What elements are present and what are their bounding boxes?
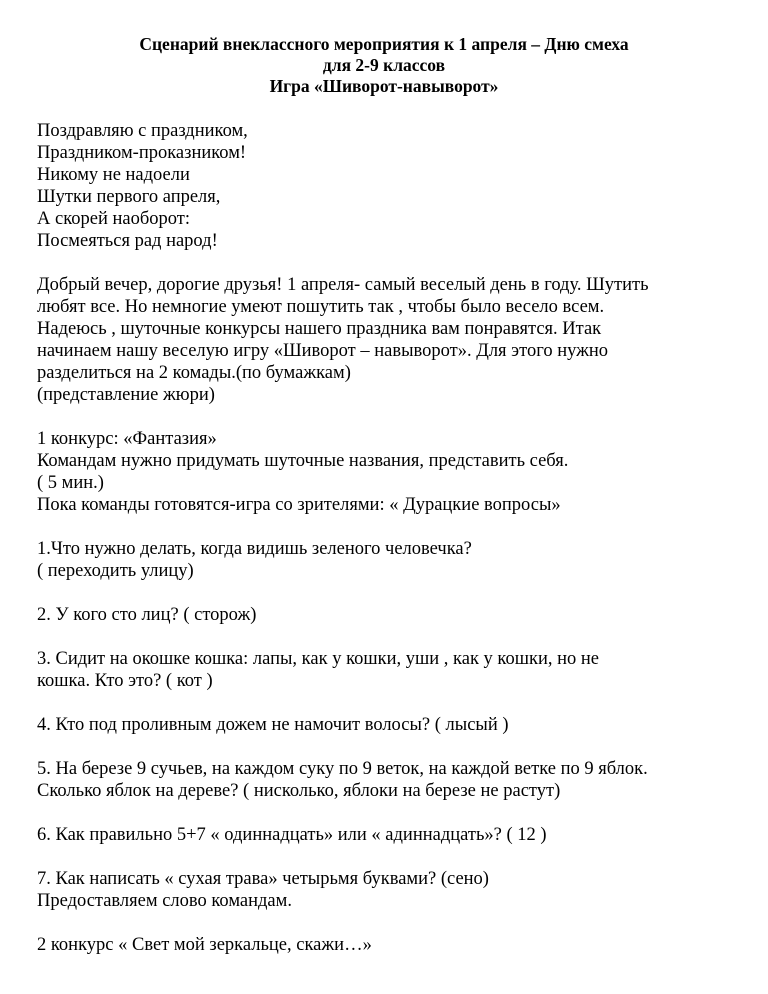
- question-line: Сколько яблок на дереве? ( нисколько, яблоки на березе не растут): [37, 781, 561, 801]
- question-line: 3. Сидит на окошке кошка: лапы, как у кошки, уши , как у кошки, но не: [37, 649, 600, 669]
- blank-line: [37, 736, 737, 758]
- title-line-2: для 2-9 классов: [322, 55, 446, 75]
- contest-2-section: [37, 934, 737, 956]
- question-line: 5. На березе 9 сучьев, на каждом суку по 9 веток, на каждой ветке по 9 яблок.: [37, 759, 648, 779]
- question-line: Предоставляем слово командам.: [37, 891, 292, 911]
- intro-line: Добрый вечер, дорогие друзья! 1 апреля- самый веселый день в году. Шутить: [37, 275, 649, 295]
- intro-paragraph: [37, 274, 737, 406]
- blank-line: [37, 626, 737, 648]
- blank-line: [37, 692, 737, 714]
- poem-line: Праздником-проказником!: [37, 143, 247, 163]
- contest-1-section: [37, 428, 737, 516]
- title-line-3: Игра «Шиворот-навыворот»: [269, 76, 499, 96]
- question-5: [37, 758, 737, 802]
- blank-line: [37, 802, 737, 824]
- question-6: [37, 824, 737, 846]
- document-body: [37, 120, 737, 956]
- question-line: 1.Что нужно делать, когда видишь зеленого человечка?: [37, 539, 472, 559]
- blank-line: [37, 252, 737, 274]
- answer-line: ( переходить улицу): [37, 561, 194, 581]
- contest-1-line: ( 5 мин.): [37, 473, 104, 493]
- poem-line: А скорей наоборот:: [37, 209, 190, 229]
- poem-line: Никому не надоели: [37, 165, 190, 185]
- question-line: кошка. Кто это? ( кот ): [37, 671, 213, 691]
- contest-1-heading: 1 конкурс: «Фантазия»: [37, 429, 217, 449]
- question-1: [37, 538, 737, 582]
- blank-line: [37, 846, 737, 868]
- question-line: 7. Как написать « сухая трава» четырьмя буквами? (сено): [37, 869, 489, 889]
- blank-line: [37, 406, 737, 428]
- question-4: [37, 714, 737, 736]
- blank-line: [37, 912, 737, 934]
- contest-1-line: Пока команды готовятся-игра со зрителями: « Дурацкие вопросы»: [37, 495, 561, 515]
- blank-line: [37, 516, 737, 538]
- intro-line: (представление жюри): [37, 385, 215, 405]
- title-line-1: Сценарий внеклассного мероприятия к 1 апреля – Дню смеха: [139, 34, 629, 54]
- intro-line: любят все. Но немногие умеют пошутить так , чтобы было весело всем.: [37, 297, 605, 317]
- question-line: 4. Кто под проливным дожем не намочит волосы? ( лысый ): [37, 715, 509, 735]
- question-7: [37, 868, 737, 912]
- poem-line: Поздравляю с праздником,: [37, 121, 248, 141]
- intro-line: Надеюсь , шуточные конкурсы нашего праздника вам понравятся. Итак: [37, 319, 602, 339]
- question-3: [37, 648, 737, 692]
- poem-line: Посмеяться рад народ!: [37, 231, 218, 251]
- blank-line: [37, 582, 737, 604]
- document-title: [0, 34, 768, 97]
- intro-line: разделиться на 2 комады.(по бумажкам): [37, 363, 351, 383]
- contest-1-line: Командам нужно придумать шуточные названия, представить себя.: [37, 451, 569, 471]
- poem-line: Шутки первого апреля,: [37, 187, 221, 207]
- question-line: 2. У кого сто лиц? ( сторож): [37, 605, 257, 625]
- intro-line: начинаем нашу веселую игру «Шиворот – навыворот». Для этого нужно: [37, 341, 609, 361]
- poem-stanza: [37, 120, 737, 252]
- question-2: [37, 604, 737, 626]
- question-line: 6. Как правильно 5+7 « одиннадцать» или « адиннадцать»? ( 12 ): [37, 825, 547, 845]
- contest-2-heading: 2 конкурс « Свет мой зеркальце, скажи…»: [37, 935, 372, 955]
